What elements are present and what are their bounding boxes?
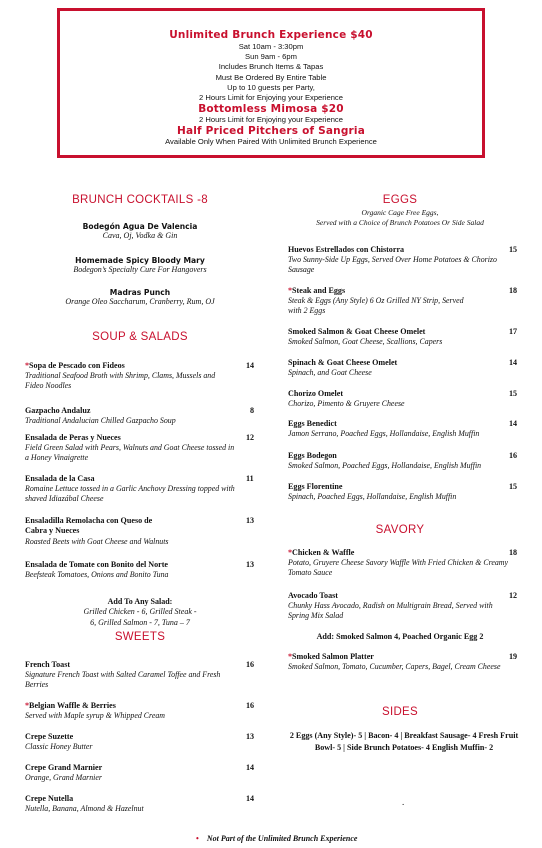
item-desc: Spinach, and Goat Cheese bbox=[288, 368, 372, 377]
menu-item bbox=[288, 451, 508, 471]
item-desc: Romaine Lettuce tossed in a Garlic Anchovy Dressing topped with shaved Idiazábal Cheese bbox=[25, 484, 235, 503]
item-desc: Signature French Toast with Salted Caramel Toffee and Fresh Berries bbox=[25, 670, 221, 689]
banner-line: 2 Hours Limit for Enjoying your Experience bbox=[199, 93, 343, 103]
menu-item bbox=[288, 327, 503, 347]
menu-item bbox=[25, 433, 240, 463]
menu-item bbox=[25, 361, 235, 391]
cocktail-desc: Bodegon’s Specialty Cure For Hangovers bbox=[73, 265, 207, 274]
item-name: Sopa de Pescado con Fideos bbox=[29, 361, 125, 370]
item-name: Ensaladilla Remolacha con Queso de Cabra y Nueces bbox=[25, 516, 153, 535]
item-name: Smoked Salmon & Goat Cheese Omelet bbox=[288, 327, 426, 336]
item-price: 14 bbox=[246, 794, 255, 803]
item-price: 19 bbox=[509, 652, 518, 661]
item-desc: Smoked Salmon, Goat Cheese, Scallions, Capers bbox=[288, 337, 443, 346]
eggs-sub-line: Served with a Choice of Brunch Potatoes Or Side Salad bbox=[316, 218, 484, 227]
menu-item bbox=[25, 701, 245, 721]
item-price: 11 bbox=[246, 474, 254, 483]
cocktail-name: Madras Punch bbox=[109, 288, 171, 297]
item-price: 15 bbox=[509, 389, 518, 398]
sides-heading: SIDES bbox=[381, 706, 418, 718]
soup-heading: SOUP & SALADS bbox=[92, 331, 188, 343]
cocktail-desc: Cava, Oj, Vodka & Gin bbox=[102, 231, 178, 240]
item-desc: Orange, Grand Marnier bbox=[25, 773, 102, 782]
item-price: 14 bbox=[509, 419, 518, 428]
item-desc: Steak & Eggs (Any Style) 6 Oz Grilled NY Strip, Served with 2 Eggs bbox=[288, 296, 464, 315]
unlimited-brunch-banner bbox=[57, 8, 485, 158]
menu-item bbox=[25, 516, 175, 536]
salad-addon bbox=[80, 596, 200, 628]
item-price: 13 bbox=[246, 516, 255, 525]
item-name: Chicken & Waffle bbox=[292, 548, 355, 557]
item-desc: Served with Maple syrup & Whipped Cream bbox=[25, 711, 165, 720]
item-name: Spinach & Goat Cheese Omelet bbox=[288, 358, 398, 367]
item-price: 16 bbox=[246, 701, 255, 710]
menu-item bbox=[25, 763, 240, 783]
menu-item bbox=[25, 732, 240, 752]
item-name: Ensalada de la Casa bbox=[25, 474, 95, 483]
item-price: 12 bbox=[246, 433, 255, 442]
item-price: 15 bbox=[509, 482, 518, 491]
banner-line: Sun 9am - 6pm bbox=[245, 52, 297, 62]
addon-text: Grilled Chicken - 6, Grilled Steak - 6, Grilled Salmon - 7, Tuna – 7 bbox=[83, 607, 197, 627]
menu-item bbox=[288, 245, 498, 275]
item-desc: Spinach, Poached Eggs, Hollandaise, English Muffin bbox=[288, 492, 457, 501]
savory-heading: SAVORY bbox=[375, 524, 425, 536]
item-name: Avocado Toast bbox=[288, 591, 338, 600]
banner-title: Unlimited Brunch Experience $40 bbox=[169, 29, 373, 41]
cocktail-item bbox=[25, 288, 255, 306]
eggs-sub-line: Organic Cage Free Eggs, bbox=[361, 208, 439, 217]
item-desc: Smoked Salmon, Tomato, Cucumber, Capers, Bagel, Cream Cheese bbox=[288, 662, 501, 671]
menu-item bbox=[25, 474, 240, 504]
menu-item bbox=[288, 591, 506, 621]
mimosa-line: 2 Hours Limit for Enjoying your Experience bbox=[199, 115, 343, 125]
item-name: Crepe Grand Marnier bbox=[25, 763, 103, 772]
item-desc: Chunky Hass Avocado, Radish on Multigrain Bread, Served with Spring Mix Salad bbox=[288, 601, 493, 620]
cocktail-name: Bodegón Agua De Valencia bbox=[82, 222, 198, 231]
item-name: Ensalada de Tomate con Bonito del Norte bbox=[25, 560, 168, 569]
cocktail-item bbox=[25, 256, 255, 274]
item-name: Huevos Estrellados con Chistorra bbox=[288, 245, 405, 254]
item-name: Chorizo Omelet bbox=[288, 389, 344, 398]
item-desc: Two Sunny-Side Up Eggs, Served Over Home Potatoes & Chorizo Sausage bbox=[288, 255, 497, 274]
not-included-marker: * bbox=[288, 548, 293, 557]
item-price: 16 bbox=[246, 660, 255, 669]
menu-item bbox=[288, 389, 503, 409]
item-price: 17 bbox=[509, 327, 518, 336]
eggs-heading: EGGS bbox=[382, 194, 418, 206]
stray-dot: . bbox=[402, 797, 405, 807]
cocktail-desc: Orange Oleo Saccharum, Cranberry, Rum, OJ bbox=[65, 297, 215, 306]
not-included-marker: * bbox=[288, 652, 293, 661]
item-price: 8 bbox=[250, 406, 255, 415]
cocktails-heading: BRUNCH COCKTAILS -8 bbox=[72, 194, 208, 206]
menu-item bbox=[288, 358, 503, 378]
item-name: Crepe Nutella bbox=[25, 794, 74, 803]
item-name: Smoked Salmon Platter bbox=[292, 652, 374, 661]
menu-item bbox=[288, 419, 508, 439]
banner-line: Includes Brunch Items & Tapas bbox=[218, 62, 324, 72]
eggs-subtitle bbox=[280, 208, 520, 228]
item-desc: Traditional Seafood Broth with Shrimp, Clams, Mussels and Fideo Noodles bbox=[25, 371, 216, 390]
menu-item bbox=[288, 286, 478, 316]
menu-item bbox=[25, 560, 245, 580]
item-desc: Beefsteak Tomatoes, Onions and Bonito Tuna bbox=[25, 570, 169, 579]
item-name: Eggs Bodegon bbox=[288, 451, 337, 460]
addon-title: Add To Any Salad: bbox=[107, 597, 173, 606]
item-name: Gazpacho Andaluz bbox=[25, 406, 91, 415]
item-desc: Chorizo, Pimento & Gruyere Cheese bbox=[288, 399, 405, 408]
banner-line: Up to 10 guests per Party, bbox=[227, 82, 315, 92]
not-included-marker: * bbox=[25, 701, 30, 710]
banner-line: Sat 10am - 3:30pm bbox=[238, 42, 304, 51]
item-name: Steak and Eggs bbox=[292, 286, 346, 295]
item-desc: Roasted Beets with Goat Cheese and Walnuts bbox=[25, 537, 169, 546]
item-desc: Jamon Serrano, Poached Eggs, Hollandaise, English Muffin bbox=[288, 429, 480, 438]
menu-item bbox=[288, 548, 508, 578]
item-desc: Field Green Salad with Pears, Walnuts and Goat Cheese tossed in a Honey Vinaigrette bbox=[25, 443, 235, 462]
item-price: 14 bbox=[246, 361, 255, 370]
item-name: Eggs Florentine bbox=[288, 482, 343, 491]
item-desc: Classic Honey Butter bbox=[25, 742, 93, 751]
cocktail-name: Homemade Spicy Bloody Mary bbox=[75, 256, 205, 265]
item-name: Eggs Benedict bbox=[288, 419, 337, 428]
item-name: Crepe Suzette bbox=[25, 732, 74, 741]
item-desc: Nutella, Banana, Almond & Hazelnut bbox=[25, 804, 144, 813]
savory-addon: Add: Smoked Salmon 4, Poached Organic Egg 2 bbox=[316, 632, 484, 641]
menu-item bbox=[288, 482, 508, 502]
item-price: 14 bbox=[509, 358, 518, 367]
item-desc: Traditional Andalucian Chilled Gazpacho Soup bbox=[25, 416, 176, 425]
menu-item bbox=[25, 406, 245, 426]
sides-list: 2 Eggs (Any Style)- 5 | Bacon- 4 | Breakfast Sausage- 4 Fresh Fruit Bowl- 5 | Side Brunch Potatoes- 4 English Muffin- 2 bbox=[289, 731, 519, 752]
sangria-line: Available Only When Paired With Unlimited Brunch Experience bbox=[165, 137, 377, 147]
footer-text: Not Part of the Unlimited Brunch Experience bbox=[206, 834, 358, 843]
sangria-title: Half Priced Pitchers of Sangria bbox=[176, 125, 366, 138]
mimosa-title: Bottomless Mimosa $20 bbox=[198, 103, 344, 116]
cocktail-item bbox=[25, 222, 255, 240]
menu-item bbox=[288, 652, 506, 672]
footer-bullet: • bbox=[196, 834, 199, 843]
item-price: 18 bbox=[509, 548, 518, 557]
item-price: 16 bbox=[509, 451, 518, 460]
sweets-heading: SWEETS bbox=[114, 631, 166, 643]
menu-item bbox=[25, 660, 240, 690]
menu-item bbox=[25, 794, 240, 814]
not-included-marker: * bbox=[25, 361, 30, 370]
not-included-marker: * bbox=[288, 286, 293, 295]
item-price: 15 bbox=[509, 245, 518, 254]
item-desc: Potato, Gruyere Cheese Savory Waffle With Fried Chicken & Creamy Tomato Sauce bbox=[288, 558, 509, 577]
item-price: 12 bbox=[509, 591, 518, 600]
item-price: 13 bbox=[246, 732, 255, 741]
item-name: Belgian Waffle & Berries bbox=[29, 701, 116, 710]
item-price: 18 bbox=[509, 286, 518, 295]
item-name: Ensalada de Peras y Nueces bbox=[25, 433, 121, 442]
banner-line: Must Be Ordered By Entire Table bbox=[215, 72, 327, 82]
item-desc: Smoked Salmon, Poached Eggs, Hollandaise, English Muffin bbox=[288, 461, 482, 470]
item-price: 13 bbox=[246, 560, 255, 569]
item-name: French Toast bbox=[25, 660, 71, 669]
footer-note bbox=[196, 834, 357, 843]
item-price: 14 bbox=[246, 763, 255, 772]
